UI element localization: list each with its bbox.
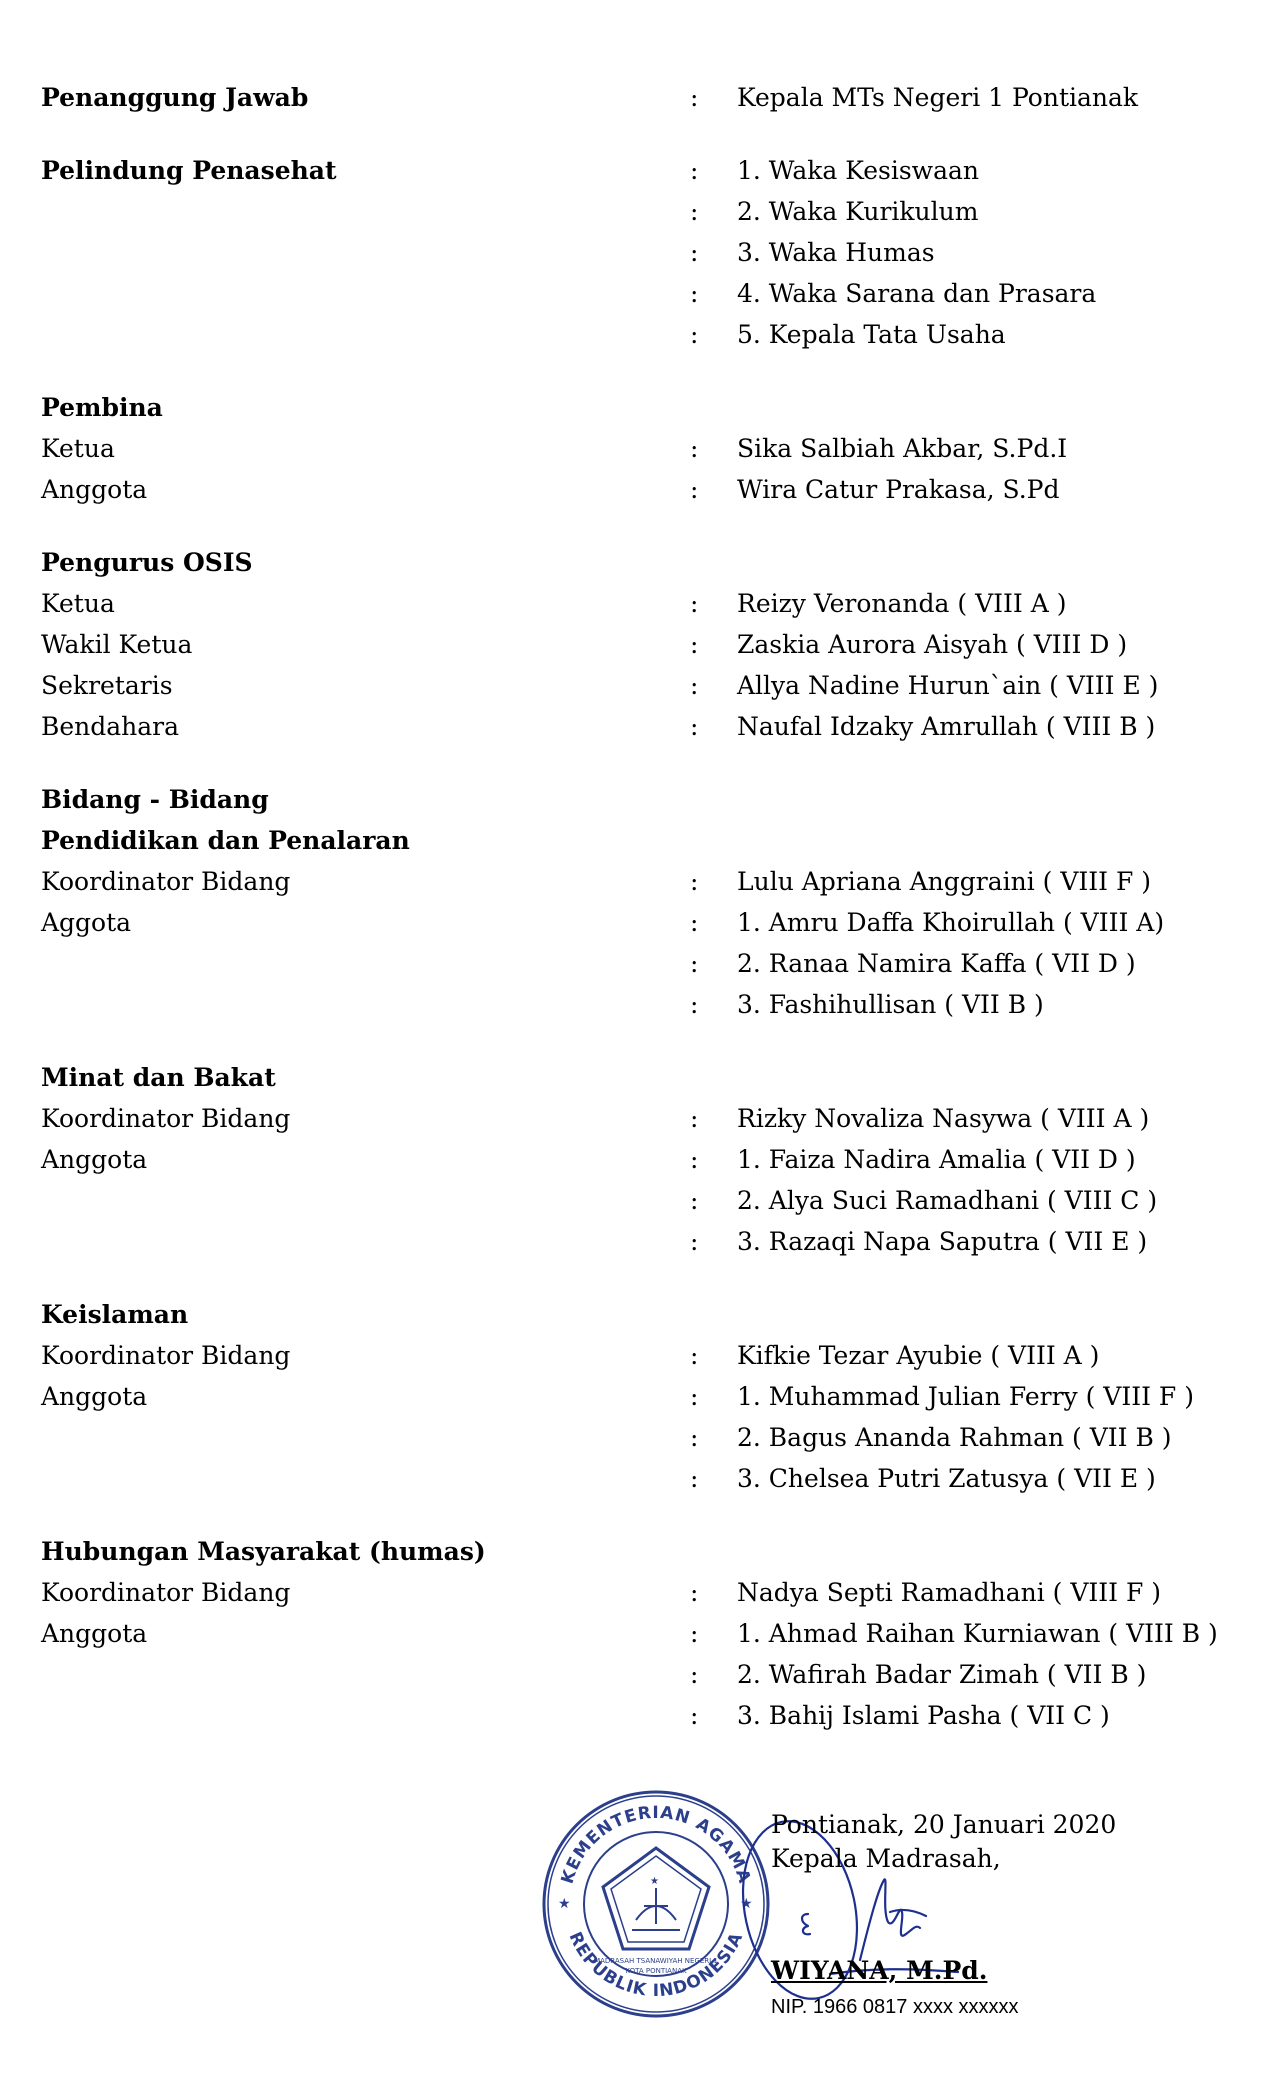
koordinator-row: [0, 862, 1275, 902]
anggota-row: [0, 1614, 1275, 1654]
pembina-anggota-value: Wira Catur Prakasa, S.Pd: [737, 475, 1060, 504]
anggota-row: [0, 1181, 1275, 1221]
colon: :: [690, 1701, 699, 1730]
penanggung-jawab-value: Kepala MTs Negeri 1 Pontianak: [737, 83, 1139, 112]
bidang-section-title: Hubungan Masyarakat (humas): [41, 1537, 486, 1566]
koordinator-value: Lulu Apriana Anggraini ( VIII F ): [737, 867, 1152, 896]
pembina-ketua-row: [0, 429, 1275, 469]
anggota-row: [0, 1655, 1275, 1695]
colon: :: [690, 1145, 699, 1174]
anggota-value: 1. Faiza Nadira Amalia ( VII D ): [737, 1145, 1136, 1174]
osis-role-label: Bendahara: [41, 712, 180, 741]
colon: :: [690, 1382, 699, 1411]
osis-role-label: Sekretaris: [41, 671, 173, 700]
bidang-section-title: Pendidikan dan Penalaran: [41, 826, 410, 855]
bidang-section-title-row: [0, 1295, 1275, 1335]
bidang-section-title-row: [0, 821, 1275, 861]
osis-title: Pengurus OSIS: [41, 548, 253, 577]
colon: :: [690, 197, 699, 226]
stamp-inner-line2: KOTA PONTIANAK: [625, 1967, 687, 1975]
osis-role-value: Zaskia Aurora Aisyah ( VIII D ): [737, 630, 1128, 659]
pelindung-row: [0, 274, 1275, 314]
anggota-row: [0, 985, 1275, 1025]
signer-name: WIYANA, M.Pd.: [771, 1956, 988, 1985]
anggota-row: [0, 1377, 1275, 1417]
anggota-label: Anggota: [41, 1145, 148, 1174]
koordinator-row: [0, 1099, 1275, 1139]
colon: :: [690, 990, 699, 1019]
colon: :: [690, 320, 699, 349]
colon: :: [690, 475, 699, 504]
signer-role: Kepala Madrasah,: [771, 1844, 1001, 1873]
anggota-value: 3. Fashihullisan ( VII B ): [737, 990, 1044, 1019]
anggota-value: 2. Wafirah Badar Zimah ( VII B ): [737, 1660, 1147, 1689]
bidang-heading-row: [0, 780, 1275, 820]
osis-row: [0, 666, 1275, 706]
pelindung-row: [0, 192, 1275, 232]
colon: :: [690, 156, 699, 185]
colon: :: [690, 1660, 699, 1689]
anggota-row: [0, 903, 1275, 943]
koordinator-label: Koordinator Bidang: [41, 1104, 291, 1133]
penanggung-jawab-label: Penanggung Jawab: [41, 83, 309, 112]
koordinator-label: Koordinator Bidang: [41, 1578, 291, 1607]
colon: :: [690, 434, 699, 463]
colon: :: [690, 1423, 699, 1452]
koordinator-value: Nadya Septi Ramadhani ( VIII F ): [737, 1578, 1162, 1607]
pelindung-item: 3. Waka Humas: [737, 238, 935, 267]
bidang-section-title-row: [0, 1532, 1275, 1572]
osis-role-value: Allya Nadine Hurun`ain ( VIII E ): [737, 671, 1159, 700]
colon: :: [690, 1104, 699, 1133]
colon: :: [690, 712, 699, 741]
anggota-value: 2. Ranaa Namira Kaffa ( VII D ): [737, 949, 1136, 978]
pembina-ketua-label: Ketua: [41, 434, 115, 463]
bidang-section-title: Keislaman: [41, 1300, 189, 1329]
colon: :: [690, 630, 699, 659]
bidang-section-title: Minat dan Bakat: [41, 1063, 276, 1092]
official-stamp: [540, 1788, 772, 2020]
anggota-value: 1. Amru Daffa Khoirullah ( VIII A): [737, 908, 1165, 937]
anggota-label: Aggota: [41, 908, 132, 937]
osis-role-label: Wakil Ketua: [41, 630, 193, 659]
pelindung-item: 5. Kepala Tata Usaha: [737, 320, 1006, 349]
pembina-anggota-label: Anggota: [41, 475, 148, 504]
anggota-value: 2. Bagus Ananda Rahman ( VII B ): [737, 1423, 1172, 1452]
osis-row: [0, 707, 1275, 747]
anggota-value: 3. Bahij Islami Pasha ( VII C ): [737, 1701, 1110, 1730]
pelindung-item: 2. Waka Kurikulum: [737, 197, 979, 226]
anggota-row: [0, 944, 1275, 984]
colon: :: [690, 589, 699, 618]
anggota-value: 3. Razaqi Napa Saputra ( VII E ): [737, 1227, 1148, 1256]
colon: :: [690, 867, 699, 896]
colon: :: [690, 279, 699, 308]
colon: :: [690, 1619, 699, 1648]
koordinator-label: Koordinator Bidang: [41, 1341, 291, 1370]
bidang-heading: Bidang - Bidang: [41, 785, 269, 814]
penanggung-jawab-row: [0, 78, 1275, 118]
colon: :: [690, 238, 699, 267]
anggota-row: [0, 1140, 1275, 1180]
colon: :: [690, 671, 699, 700]
pembina-title: Pembina: [41, 393, 163, 422]
koordinator-row: [0, 1336, 1275, 1376]
place-date: Pontianak, 20 Januari 2020: [771, 1810, 1117, 1839]
colon: :: [690, 1341, 699, 1370]
colon: :: [690, 949, 699, 978]
anggota-row: [0, 1696, 1275, 1736]
osis-role-value: Reizy Veronanda ( VIII A ): [737, 589, 1067, 618]
pembina-anggota-row: [0, 470, 1275, 510]
koordinator-value: Rizky Novaliza Nasywa ( VIII A ): [737, 1104, 1150, 1133]
koordinator-row: [0, 1573, 1275, 1613]
pelindung-row: [0, 151, 1275, 191]
colon: :: [690, 1186, 699, 1215]
stamp-bottom-text: REPUBLIK INDONESIA: [564, 1929, 748, 2002]
koordinator-value: Kifkie Tezar Ayubie ( VIII A ): [737, 1341, 1100, 1370]
osis-title-row: [0, 543, 1275, 583]
anggota-row: [0, 1222, 1275, 1262]
bidang-section-title-row: [0, 1058, 1275, 1098]
colon: :: [690, 908, 699, 937]
anggota-value: 3. Chelsea Putri Zatusya ( VII E ): [737, 1464, 1156, 1493]
osis-row: [0, 584, 1275, 624]
stamp-inner-line1: MADRASAH TSANAWIYAH NEGERI 1: [594, 1957, 718, 1965]
stamp-star-icon: ★: [558, 1896, 571, 1912]
colon: :: [690, 1227, 699, 1256]
pelindung-row: [0, 315, 1275, 355]
pelindung-item: 1. Waka Kesiswaan: [737, 156, 979, 185]
pembina-title-row: [0, 388, 1275, 428]
colon: :: [690, 1464, 699, 1493]
osis-role-label: Ketua: [41, 589, 115, 618]
anggota-row: [0, 1459, 1275, 1499]
pembina-ketua-value: Sika Salbiah Akbar, S.Pd.I: [737, 434, 1068, 463]
stamp-top-text: KEMENTERIAN AGAMA: [557, 1802, 755, 1887]
stamp-star-icon: ★: [740, 1896, 753, 1912]
signer-nip: NIP. 1966 0817 xxxx xxxxxx: [771, 1996, 1019, 2018]
anggota-value: 1. Muhammad Julian Ferry ( VIII F ): [737, 1382, 1194, 1411]
anggota-value: 1. Ahmad Raihan Kurniawan ( VIII B ): [737, 1619, 1218, 1648]
colon: :: [690, 1578, 699, 1607]
pelindung-item: 4. Waka Sarana dan Prasara: [737, 279, 1097, 308]
anggota-value: 2. Alya Suci Ramadhani ( VIII C ): [737, 1186, 1158, 1215]
anggota-label: Anggota: [41, 1619, 148, 1648]
pelindung-label: Pelindung Penasehat: [41, 156, 337, 185]
colon: :: [690, 83, 699, 112]
anggota-label: Anggota: [41, 1382, 148, 1411]
anggota-row: [0, 1418, 1275, 1458]
pelindung-row: [0, 233, 1275, 273]
osis-row: [0, 625, 1275, 665]
stamp-star-icon: ★: [650, 1876, 659, 1887]
koordinator-label: Koordinator Bidang: [41, 867, 291, 896]
osis-role-value: Naufal Idzaky Amrullah ( VIII B ): [737, 712, 1156, 741]
